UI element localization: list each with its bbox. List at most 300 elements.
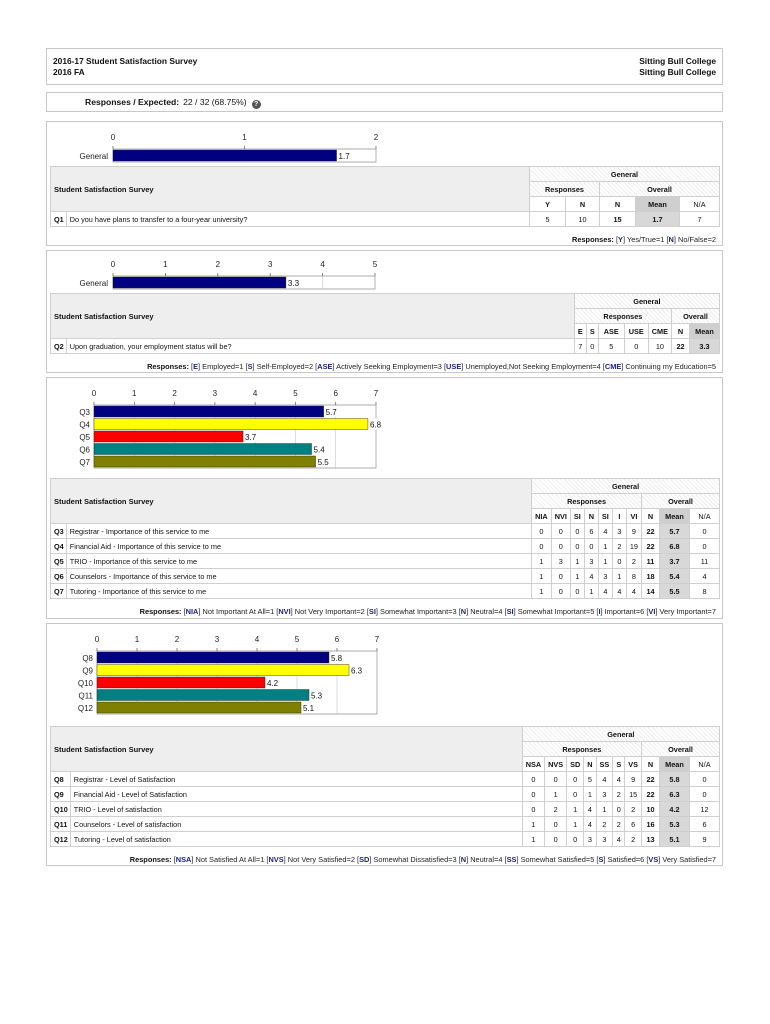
column-header: SI	[598, 509, 612, 524]
response-count: 4	[613, 772, 625, 787]
mean-value: 4.2	[660, 802, 690, 817]
response-count: 2	[625, 802, 642, 817]
legend-description: Somewhat Satisfied=5	[520, 855, 595, 864]
bar-general	[113, 277, 286, 288]
legend-description: Not Satisfied At All=1	[195, 855, 265, 864]
response-count: 10	[648, 339, 671, 354]
mean-value: 3.3	[690, 339, 720, 354]
response-count: 1	[522, 817, 544, 832]
legend-prefix: Responses:	[129, 855, 172, 864]
table-title: Student Satisfaction Survey	[51, 727, 523, 772]
table-row	[51, 554, 720, 569]
legend-key-code: N	[460, 855, 467, 864]
na-value: 8	[690, 584, 720, 599]
response-count: 4	[596, 772, 613, 787]
response-count: 3	[551, 554, 570, 569]
legend-key-code: SD	[359, 855, 370, 864]
category-label: Q11	[78, 691, 93, 701]
question-text: TRIO - Level of satisfaction	[70, 802, 522, 817]
legend-key-code: VI	[648, 607, 656, 616]
table-row	[51, 802, 720, 817]
response-count: 1	[567, 817, 584, 832]
legend-key: [NIA]	[183, 607, 203, 616]
response-count: 0	[545, 817, 567, 832]
value-label: 5.5	[317, 458, 329, 467]
mean-bar-chart	[53, 126, 393, 168]
response-count: 5	[530, 212, 566, 227]
question-text: Registrar - Level of Satisfaction	[70, 772, 522, 787]
term-label: 2016 FA	[53, 67, 85, 77]
mean-value: 5.4	[660, 569, 690, 584]
group-header: General	[532, 479, 720, 494]
report-header	[46, 48, 723, 85]
survey-title: 2016-17 Student Satisfaction Survey	[53, 56, 198, 66]
response-count: 0	[522, 772, 544, 787]
table-row	[51, 772, 720, 787]
column-header: S	[613, 757, 625, 772]
legend-description: Yes/True=1	[626, 235, 665, 244]
column-header: N	[642, 757, 660, 772]
legend-key: [NVS]	[266, 855, 288, 864]
legend-key-code: NSA	[175, 855, 192, 864]
tick-label: 0	[91, 389, 97, 398]
response-count: 0	[551, 569, 570, 584]
n-value: 16	[642, 817, 660, 832]
overall-header: Overall	[642, 494, 720, 509]
response-count: 2	[545, 802, 567, 817]
response-count: 1	[596, 802, 613, 817]
tick-label: 3	[212, 389, 218, 398]
response-count: 0	[586, 339, 598, 354]
response-count: 4	[613, 832, 625, 847]
response-count: 0	[613, 802, 625, 817]
legend-description: Very Satisfied=7	[662, 855, 716, 864]
response-count: 2	[626, 554, 641, 569]
response-count: 4	[584, 802, 596, 817]
n-value: 22	[642, 772, 660, 787]
legend-key: [N]	[458, 607, 471, 616]
response-count: 4	[584, 817, 596, 832]
column-header: N/A	[680, 197, 720, 212]
response-count: 0	[567, 832, 584, 847]
response-count: 4	[584, 569, 598, 584]
responses-summary	[46, 92, 723, 112]
value-label: 1.7	[338, 152, 350, 161]
mean-value: 5.8	[660, 772, 690, 787]
na-value: 6	[690, 817, 720, 832]
mean-bar-chart	[53, 382, 393, 474]
legend-key: [SI]	[504, 607, 518, 616]
response-count: 1	[570, 554, 584, 569]
value-label: 5.3	[311, 691, 323, 701]
tick-label: 4	[320, 260, 325, 269]
response-count: 3	[598, 569, 612, 584]
question-id: Q9	[51, 787, 71, 802]
legend-description: Employed=1	[202, 362, 244, 371]
category-label: General	[79, 279, 108, 288]
category-label: Q9	[82, 666, 93, 676]
response-count: 1	[612, 569, 626, 584]
response-count: 1	[532, 584, 552, 599]
column-header: N	[584, 757, 596, 772]
response-count: 6	[584, 524, 598, 539]
response-count: 0	[522, 787, 544, 802]
table-title: Student Satisfaction Survey	[51, 167, 530, 212]
column-header: N/A	[690, 509, 720, 524]
question-id: Q10	[51, 802, 71, 817]
na-value: 4	[690, 569, 720, 584]
n-value: 22	[642, 539, 660, 554]
responses-header: Responses	[530, 182, 600, 197]
table-row	[51, 817, 720, 832]
n-value: 18	[642, 569, 660, 584]
column-header: E	[574, 324, 586, 339]
response-count: 0	[612, 554, 626, 569]
table-row	[51, 832, 720, 847]
response-count: 15	[625, 787, 642, 802]
mean-value: 1.7	[636, 212, 680, 227]
tick-label: 1	[163, 260, 168, 269]
response-count: 3	[596, 832, 613, 847]
question-circle-icon[interactable]: ?	[252, 100, 261, 109]
column-header: Y	[530, 197, 566, 212]
legend-description: Somewhat Important=3	[380, 607, 457, 616]
response-count: 0	[522, 802, 544, 817]
question-text: Do you have plans to transfer to a four-year university?	[66, 212, 529, 227]
bar-q10	[97, 677, 265, 688]
legend-description: Continuing my Education=5	[625, 362, 716, 371]
responses-header: Responses	[574, 309, 671, 324]
overall-header: Overall	[600, 182, 720, 197]
response-count: 7	[574, 339, 586, 354]
legend-key: [SI]	[366, 607, 381, 616]
response-count: 8	[626, 569, 641, 584]
column-header: SI	[570, 509, 584, 524]
n-value: 13	[642, 832, 660, 847]
column-header: Mean	[690, 324, 720, 339]
category-label: Q5	[79, 433, 90, 442]
response-count: 9	[625, 772, 642, 787]
mean-value: 5.3	[660, 817, 690, 832]
na-value: 11	[690, 554, 720, 569]
column-header: N	[584, 509, 598, 524]
legend-description: Not Important At All=1	[202, 607, 275, 616]
response-count: 3	[612, 524, 626, 539]
question-id: Q6	[51, 569, 67, 584]
tick-label: 4	[252, 389, 258, 398]
bar-q12	[97, 702, 301, 713]
question-text: Counselors - Level of satisfaction	[70, 817, 522, 832]
legend-key: [SD]	[357, 855, 374, 864]
legend-key-code: NVI	[278, 607, 291, 616]
n-value: 15	[600, 212, 636, 227]
category-label: Q6	[79, 445, 90, 455]
column-header: Mean	[636, 197, 680, 212]
value-label: 3.3	[287, 279, 300, 288]
column-header: Mean	[660, 509, 690, 524]
legend-key: [ASE]	[315, 362, 337, 371]
bar-q4	[94, 419, 368, 430]
question-id: Q4	[51, 539, 67, 554]
tick-label: 0	[110, 133, 116, 142]
response-legend	[130, 855, 716, 864]
response-count: 1	[584, 787, 596, 802]
question-text: Counselors - Importance of this service to me	[66, 569, 531, 584]
legend-description: Somewhat Dissatisfied=3	[373, 855, 457, 864]
column-header: I	[612, 509, 626, 524]
legend-key: [VS]	[646, 855, 663, 864]
tick-label: 0	[94, 635, 100, 644]
bar-q9	[97, 665, 349, 676]
value-label: 4.2	[267, 679, 279, 688]
responses-label: Responses / Expected:	[85, 97, 180, 107]
legend-key: [VI]	[646, 607, 660, 616]
question-id: Q2	[51, 339, 67, 354]
response-count: 0	[567, 787, 584, 802]
question-id: Q5	[51, 554, 67, 569]
tick-label: 2	[174, 635, 180, 644]
response-count: 0	[551, 524, 570, 539]
legend-key-code: S	[247, 362, 253, 371]
n-value: 22	[642, 787, 660, 802]
group-header: General	[530, 167, 720, 182]
section-q1	[46, 121, 723, 246]
response-count: 4	[626, 584, 641, 599]
value-label: 5.1	[303, 704, 315, 713]
section-q8-q12	[46, 623, 723, 866]
results-table	[50, 293, 720, 354]
responses-header: Responses	[522, 742, 641, 757]
legend-key-code: I	[598, 607, 601, 616]
legend-prefix: Responses:	[147, 362, 189, 371]
response-count: 0	[532, 524, 552, 539]
value-label: 5.8	[331, 654, 343, 663]
question-text: Tutoring - Importance of this service to me	[66, 584, 531, 599]
legend-key: [E]	[191, 362, 203, 371]
column-header: NIA	[532, 509, 552, 524]
column-header: SD	[567, 757, 584, 772]
response-count: 2	[612, 539, 626, 554]
response-count: 1	[522, 832, 544, 847]
bar-q3	[94, 406, 324, 417]
table-row	[51, 524, 720, 539]
results-table	[50, 478, 720, 599]
question-id: Q11	[51, 817, 71, 832]
n-value: 22	[642, 524, 660, 539]
column-header: NVI	[551, 509, 570, 524]
response-count: 0	[570, 524, 584, 539]
table-title: Student Satisfaction Survey	[51, 294, 575, 339]
response-count: 1	[598, 554, 612, 569]
legend-key: [NVI]	[276, 607, 295, 616]
legend-description: Self-Employed=2	[256, 362, 314, 371]
legend-description: Actively Seeking Employment=3	[336, 362, 442, 371]
response-count: 2	[625, 832, 642, 847]
response-legend	[572, 235, 716, 244]
table-row	[51, 569, 720, 584]
column-header: N	[566, 197, 600, 212]
column-header: ASE	[598, 324, 624, 339]
bar-q5	[94, 431, 243, 442]
section-q3-q7	[46, 377, 723, 619]
response-count: 1	[545, 787, 567, 802]
value-label: 3.7	[245, 433, 257, 442]
legend-key-code: N	[460, 607, 467, 616]
response-count: 2	[596, 817, 613, 832]
results-table	[50, 726, 720, 847]
mean-value: 5.5	[660, 584, 690, 599]
response-count: 3	[584, 554, 598, 569]
question-text: Financial Aid - Level of Satisfaction	[70, 787, 522, 802]
response-count: 19	[626, 539, 641, 554]
tick-label: 2	[215, 260, 221, 269]
mean-bar-chart	[53, 255, 393, 295]
legend-key-code: SI	[368, 607, 376, 616]
table-row	[51, 339, 720, 354]
value-label: 6.8	[369, 420, 382, 430]
legend-description: Important=6	[604, 607, 645, 616]
tick-label: 2	[172, 389, 177, 398]
legend-key: [CME]	[602, 362, 626, 371]
question-id: Q1	[51, 212, 67, 227]
n-value: 22	[672, 339, 690, 354]
tick-label: 7	[373, 389, 379, 398]
legend-key-code: VS	[648, 855, 659, 864]
na-value: 0	[690, 787, 720, 802]
response-count: 1	[567, 802, 584, 817]
tick-label: 5	[293, 389, 298, 398]
category-label: Q8	[82, 654, 93, 663]
mean-value: 6.8	[660, 539, 690, 554]
response-count: 1	[570, 569, 584, 584]
bar-q6	[94, 444, 312, 455]
value-label: 5.7	[325, 408, 337, 417]
table-row	[51, 584, 720, 599]
overall-header: Overall	[672, 309, 720, 324]
legend-key: [SS]	[504, 855, 521, 864]
tick-label: 3	[267, 260, 273, 269]
question-id: Q12	[51, 832, 71, 847]
na-value: 12	[690, 802, 720, 817]
column-header: N/A	[690, 757, 720, 772]
response-legend	[147, 362, 716, 371]
responses-header: Responses	[532, 494, 642, 509]
tick-label: 5	[294, 635, 300, 644]
legend-description: No/False=2	[678, 235, 716, 244]
response-count: 0	[570, 539, 584, 554]
n-value: 14	[642, 584, 660, 599]
column-header: N	[642, 509, 660, 524]
bar-general	[113, 150, 337, 161]
table-row	[51, 212, 720, 227]
legend-prefix: Responses:	[572, 235, 614, 244]
column-header: NSA	[522, 757, 544, 772]
response-count: 4	[598, 584, 612, 599]
column-header: SS	[596, 757, 613, 772]
legend-key: [N]	[458, 855, 471, 864]
tick-label: 1	[242, 133, 247, 142]
legend-key: [Y]	[615, 235, 627, 244]
response-count: 1	[532, 554, 552, 569]
legend-description: Somewhat Important=5	[517, 607, 595, 616]
bar-q11	[97, 690, 309, 701]
response-count: 1	[532, 569, 552, 584]
table-row	[51, 539, 720, 554]
value-label: 5.4	[313, 445, 325, 455]
response-count: 3	[596, 787, 613, 802]
group-header: General	[522, 727, 719, 742]
question-text: TRIO - Importance of this service to me	[66, 554, 531, 569]
mean-value: 3.7	[660, 554, 690, 569]
response-count: 5	[598, 339, 624, 354]
response-count: 1	[584, 584, 598, 599]
response-count: 0	[570, 584, 584, 599]
tick-label: 7	[374, 635, 380, 644]
legend-key-code: Y	[618, 235, 623, 244]
legend-key: [USE]	[443, 362, 466, 371]
tick-label: 1	[132, 389, 137, 398]
mean-value: 6.3	[660, 787, 690, 802]
legend-key-code: ASE	[317, 362, 333, 371]
question-text: Registrar - Importance of this service to me	[66, 524, 531, 539]
category-label: Q12	[77, 704, 93, 713]
na-value: 0	[690, 772, 720, 787]
response-count: 0	[545, 772, 567, 787]
bar-q8	[97, 652, 329, 663]
mean-value: 5.1	[660, 832, 690, 847]
legend-key: [I]	[596, 607, 605, 616]
mean-value: 5.7	[660, 524, 690, 539]
category-label: General	[79, 152, 108, 161]
category-label: Q7	[79, 458, 90, 467]
column-header: USE	[624, 324, 648, 339]
mean-bar-chart	[53, 628, 393, 723]
response-count: 0	[584, 539, 598, 554]
response-count: 0	[624, 339, 648, 354]
n-value: 11	[642, 554, 660, 569]
response-count: 4	[598, 524, 612, 539]
legend-key: [N]	[666, 235, 678, 244]
legend-key-code: N	[668, 235, 674, 244]
na-value: 0	[690, 539, 720, 554]
tick-label: 6	[334, 635, 340, 644]
legend-description: Not Very Important=2	[294, 607, 365, 616]
response-count: 0	[567, 772, 584, 787]
column-header: NVS	[545, 757, 567, 772]
legend-key-code: E	[193, 362, 199, 371]
legend-prefix: Responses:	[139, 607, 182, 616]
question-id: Q3	[51, 524, 67, 539]
overall-header: Overall	[642, 742, 720, 757]
category-label: Q3	[79, 408, 90, 417]
results-table	[50, 166, 720, 227]
response-count: 10	[566, 212, 600, 227]
legend-description: Not Very Satisfied=2	[287, 855, 355, 864]
legend-key-code: CME	[604, 362, 622, 371]
table-row	[51, 787, 720, 802]
column-header: VS	[625, 757, 642, 772]
tick-label: 5	[372, 260, 378, 269]
question-id: Q7	[51, 584, 67, 599]
section-q2	[46, 250, 723, 373]
table-title: Student Satisfaction Survey	[51, 479, 532, 524]
legend-key-code: SI	[506, 607, 514, 616]
tick-label: 6	[333, 389, 338, 398]
legend-description: Neutral=4	[470, 855, 503, 864]
question-id: Q8	[51, 772, 71, 787]
na-value: 0	[690, 524, 720, 539]
legend-description: Unemployed,Not Seeking Employment=4	[465, 362, 601, 371]
